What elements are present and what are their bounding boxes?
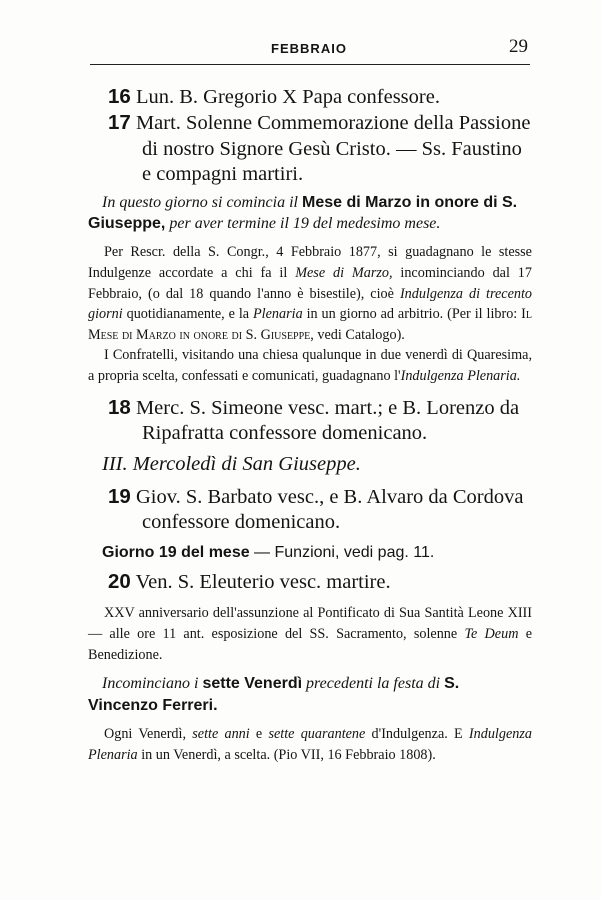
entry-iii: III. Mercoledì di San Giuseppe. [102, 453, 361, 476]
entry-day: 20 [108, 570, 131, 594]
entry-17 [88, 110, 532, 187]
entry-text: Lun. B. Gregorio X Papa confessore. [135, 86, 440, 108]
mese-marzo-note: In questo giorno si comincia il Mese di Marzo in onore di S. Giuseppe, per aver termine il 19 del medesimo mese. [88, 193, 518, 233]
entry-text: Giov. S. Barbato vesc., e B. Alvaro da Cordova confessore domenicano. [135, 485, 524, 534]
entry-16 [88, 84, 532, 110]
venerdi-note: Incominciano i sette Venerdì precedenti la festa di S. Vincenzo Ferreri. [88, 675, 460, 714]
page-body [88, 84, 532, 765]
entry-text: Merc. S. Simeone vesc. mart.; e B. Lorenzo da Ripafratta confessore domenicano. [135, 396, 520, 444]
page-number: 29 [509, 36, 528, 57]
entry-day: 16 [108, 85, 131, 108]
giorno-19-note: Giorno 19 del mese — Funzioni, vedi pag. 11. [102, 543, 435, 561]
ogni-venerdi-paragraph: Ogni Venerdì, sette anni e sette quarantene d'Indulgenza. E Indulgenza Plenaria in un Venerdì, a scelta. (Pio VII, 16 Febbraio 1808). [88, 726, 532, 763]
confratelli-paragraph: I Confratelli, visitando una chiesa qualunque in due venerdì di Quaresima, a propria scelta, confessati e comunicati, guadagnano l'Indulgenza Plenaria. [88, 347, 532, 384]
header-rule [90, 64, 530, 65]
entry-day: 19 [108, 484, 131, 508]
entry-day: 18 [108, 395, 131, 419]
anniversario-paragraph: XXV anniversario dell'assunzione al Pontificato di Sua Santità Leone XIII — alle ore 11 ant. esposizione del SS. Sacramento, solenne Te Deum e Benedizione. [88, 605, 532, 663]
entry-text: Mart. Solenne Commemorazione della Passione di nostro Signore Gesù Cristo. — Ss. Faustino e compagni martiri. [135, 112, 531, 186]
entry-day: 17 [108, 111, 131, 135]
rescritto-paragraph: Per Rescr. della S. Congr., 4 Febbraio 1877, si guadagnano le stesse Indulgenze accordate a chi fa il Mese di Marzo, incominciando dal 17 Febbraio, (o dal 18 quando l'anno è bisestile), cioè Indulgenza di trecento giorni quotidianamente, e la Plenaria in un giorno ad arbitrio. (Per il libro: Il Mese di Marzo in onore di S. Giuseppe, vedi Catalogo). [88, 244, 533, 343]
entry-18 [88, 395, 532, 447]
running-title: FEBBRAIO [271, 41, 347, 56]
entry-text: Ven. S. Eleuterio vesc. martire. [135, 571, 391, 594]
page-header [90, 36, 528, 58]
entry-19 [88, 484, 532, 536]
entry-20 [88, 569, 532, 595]
